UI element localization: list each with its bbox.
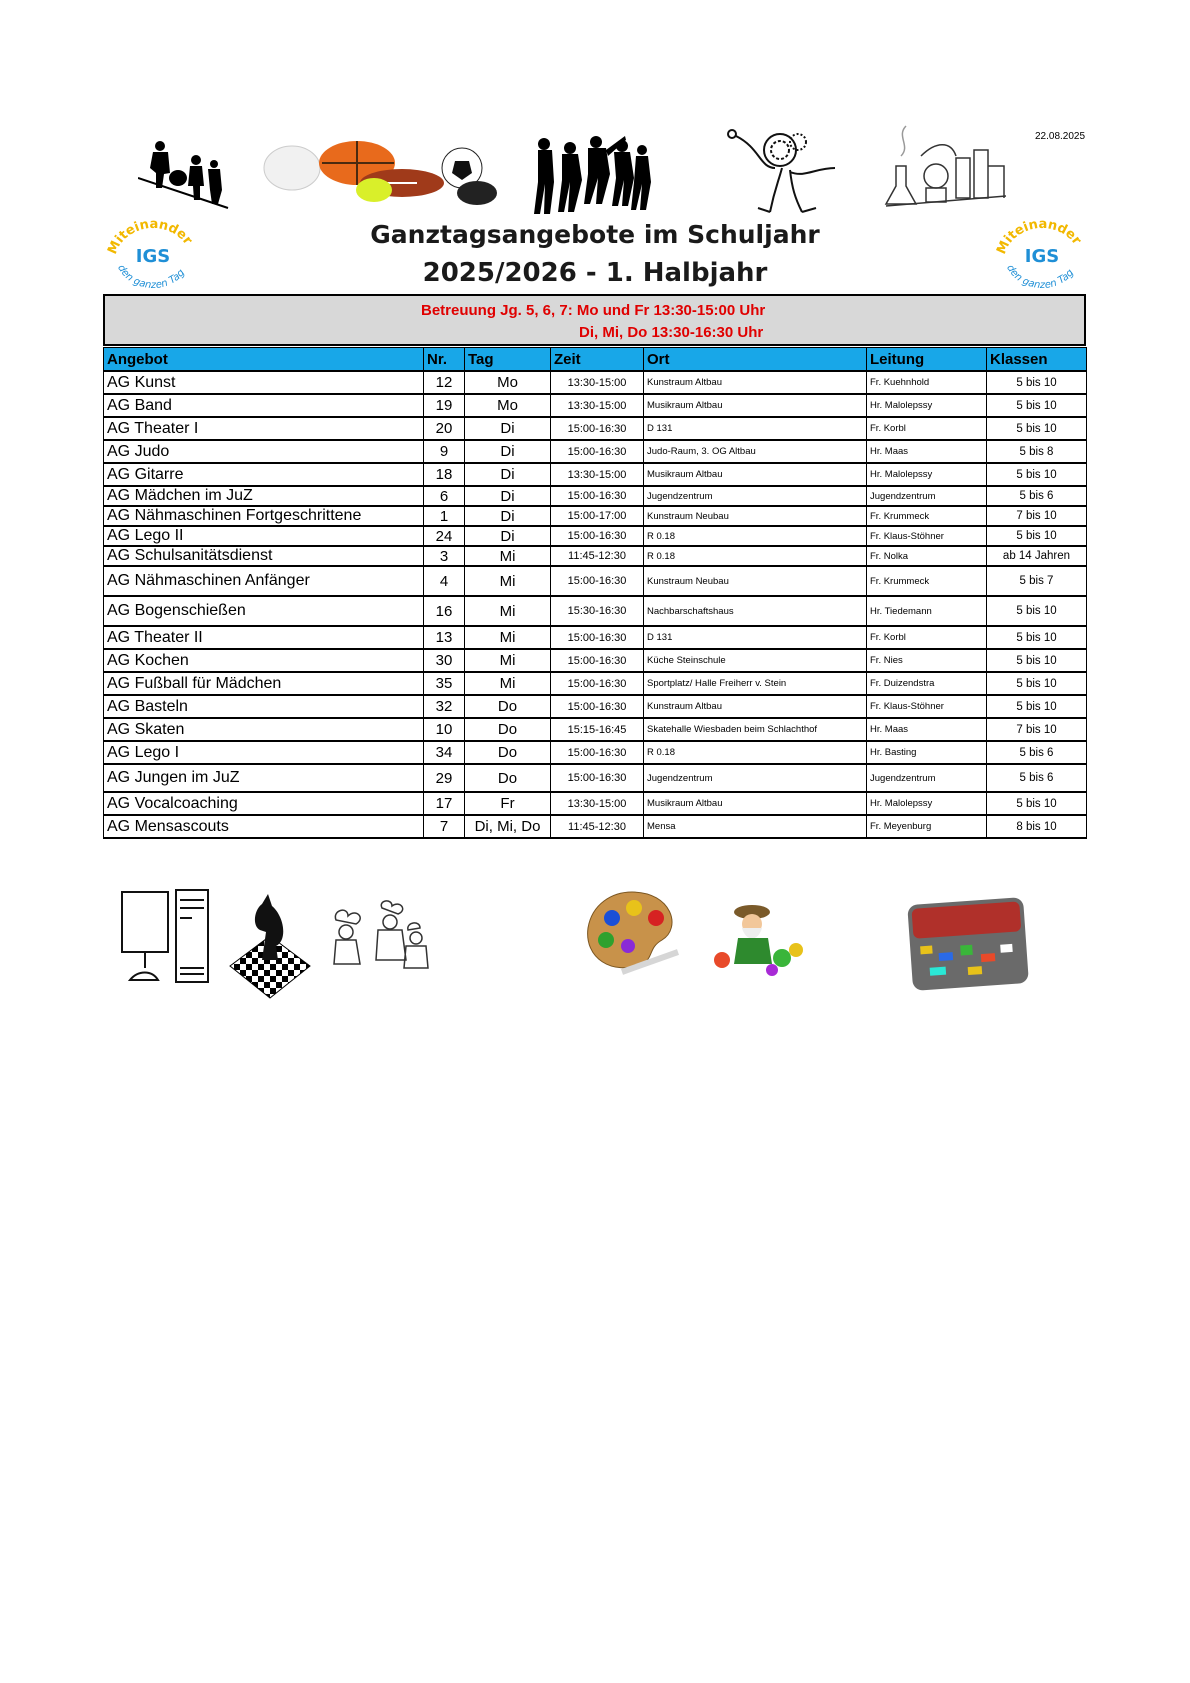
cell-klassen: 5 bis 10 [987,394,1087,417]
table-row [104,546,1087,566]
page-title-line2: 2025/2026 - 1. Halbjahr [422,258,768,288]
cell-zeit: 15:00-16:30 [551,649,644,672]
cell-ort: Jugendzentrum [644,764,867,792]
col-angebot: Angebot [104,348,424,372]
cell-ort: Kunstraum Neubau [644,566,867,596]
logo-text-bottom: den ganzen Tag [1004,263,1077,292]
cell-angebot: AG Bogenschießen [104,596,424,626]
cell-tag: Mi [465,672,551,695]
cell-ort: D 131 [644,417,867,440]
cell-klassen: 5 bis 10 [987,792,1087,815]
cell-nr: 10 [424,718,465,741]
cell-klassen: 5 bis 6 [987,764,1087,792]
cell-zeit: 13:30-15:00 [551,394,644,417]
cell-leitung: Fr. Duizendstra [867,672,987,695]
cell-ort: Kunstraum Altbau [644,695,867,718]
cell-nr: 16 [424,596,465,626]
cell-leitung: Fr. Nies [867,649,987,672]
band-silhouette-icon [138,138,233,210]
cell-ort: Skatehalle Wiesbaden beim Schlachthof [644,718,867,741]
col-nr: Nr. [424,348,465,372]
cell-nr: 17 [424,792,465,815]
sports-balls-icon [262,138,504,210]
cell-angebot: AG Nähmaschinen Fortgeschrittene [104,506,424,526]
cell-zeit: 15:00-16:30 [551,526,644,546]
cell-nr: 13 [424,626,465,649]
table-header-row [104,348,1087,372]
cell-nr: 18 [424,463,465,486]
cell-nr: 9 [424,440,465,463]
computer-icon [118,888,214,986]
cell-tag: Do [465,718,551,741]
table-row [104,566,1087,596]
logo-text-bottom: den ganzen Tag [115,263,188,292]
cell-zeit: 13:30-15:00 [551,792,644,815]
cell-zeit: 13:30-15:00 [551,371,644,394]
cell-angebot: AG Band [104,394,424,417]
lego-photo-icon [904,893,1032,1005]
cell-zeit: 15:00-16:30 [551,626,644,649]
cell-angebot: AG Gitarre [104,463,424,486]
cell-angebot: AG Schulsanitätsdienst [104,546,424,566]
cell-zeit: 15:00-16:30 [551,566,644,596]
cell-klassen: 5 bis 10 [987,626,1087,649]
cell-tag: Do [465,741,551,764]
cooks-icon [326,900,430,972]
cell-ort: R 0.18 [644,741,867,764]
cell-tag: Mo [465,394,551,417]
cell-nr: 24 [424,526,465,546]
cell-angebot: AG Vocalcoaching [104,792,424,815]
col-klassen: Klassen [987,348,1087,372]
cell-zeit: 15:00-16:30 [551,695,644,718]
care-line2: Di, Mi, Do 13:30-16:30 Uhr [579,324,764,341]
cell-ort: Sportplatz/ Halle Freiherr v. Stein [644,672,867,695]
cell-angebot: AG Theater I [104,417,424,440]
table-row [104,394,1087,417]
cell-ort: R 0.18 [644,526,867,546]
cell-ort: Kunstraum Altbau [644,371,867,394]
cell-angebot: AG Theater II [104,626,424,649]
col-leitung: Leitung [867,348,987,372]
cell-klassen: 7 bis 10 [987,506,1087,526]
table-row [104,764,1087,792]
logo-text-mid: IGS [135,246,171,267]
logo-text-mid: IGS [1024,246,1060,267]
cell-tag: Fr [465,792,551,815]
cell-angebot: AG Jungen im JuZ [104,764,424,792]
care-info-box [103,294,1086,346]
cell-leitung: Hr. Maas [867,718,987,741]
cell-ort: Küche Steinschule [644,649,867,672]
col-zeit: Zeit [551,348,644,372]
cell-tag: Mi [465,626,551,649]
cell-zeit: 15:00-16:30 [551,440,644,463]
cell-tag: Mi [465,649,551,672]
cell-klassen: 5 bis 10 [987,463,1087,486]
table-row [104,526,1087,546]
cell-leitung: Fr. Klaus-Stöhner [867,526,987,546]
gardener-icon [712,898,810,978]
cell-klassen: 5 bis 6 [987,741,1087,764]
cell-tag: Do [465,764,551,792]
cell-zeit: 15:00-16:30 [551,486,644,506]
svg-text:den ganzen Tag [115,263,187,291]
cell-klassen: 5 bis 10 [987,596,1087,626]
table-row [104,506,1087,526]
cell-ort: Kunstraum Neubau [644,506,867,526]
igs-logo-right [992,214,1092,296]
cell-angebot: AG Lego II [104,526,424,546]
chemistry-lab-icon [876,116,1011,214]
cell-klassen: 5 bis 10 [987,526,1087,546]
cell-leitung: Hr. Malolepssy [867,463,987,486]
cell-ort: Mensa [644,815,867,838]
cell-leitung: Fr. Klaus-Stöhner [867,695,987,718]
cell-klassen: 5 bis 7 [987,566,1087,596]
cell-zeit: 11:45-12:30 [551,815,644,838]
document-date: 22.08.2025 [1035,131,1086,142]
cell-angebot: AG Basteln [104,695,424,718]
offers-table [103,347,1087,839]
cell-leitung: Fr. Krummeck [867,566,987,596]
cell-klassen: 5 bis 10 [987,695,1087,718]
care-line1: Betreuung Jg. 5, 6, 7: Mo und Fr 13:30-15:00 Uhr [421,302,766,319]
cell-klassen: 5 bis 10 [987,417,1087,440]
dancers-silhouette-icon [530,132,655,218]
cell-klassen: 7 bis 10 [987,718,1087,741]
cell-zeit: 15:00-16:30 [551,764,644,792]
cell-tag: Mo [465,371,551,394]
cell-ort: D 131 [644,626,867,649]
cell-nr: 4 [424,566,465,596]
cell-zeit: 15:00-16:30 [551,741,644,764]
col-ort: Ort [644,348,867,372]
cell-tag: Mi [465,546,551,566]
table-row [104,672,1087,695]
cell-leitung: Fr. Kuehnhold [867,371,987,394]
cell-klassen: 5 bis 8 [987,440,1087,463]
cell-angebot: AG Kochen [104,649,424,672]
table-row [104,596,1087,626]
cell-nr: 7 [424,815,465,838]
cell-leitung: Hr. Tiedemann [867,596,987,626]
table-row [104,718,1087,741]
cell-nr: 32 [424,695,465,718]
cell-angebot: AG Mädchen im JuZ [104,486,424,506]
cell-tag: Mi [465,596,551,626]
cell-tag: Do [465,695,551,718]
cell-leitung: Fr. Korbl [867,417,987,440]
cell-ort: R 0.18 [644,546,867,566]
svg-text:den ganzen Tag [1004,263,1076,291]
cell-zeit: 15:00-16:30 [551,672,644,695]
cell-ort: Musikraum Altbau [644,463,867,486]
cell-leitung: Fr. Korbl [867,626,987,649]
cell-zeit: 11:45-12:30 [551,546,644,566]
cell-klassen: 5 bis 10 [987,649,1087,672]
cell-ort: Musikraum Altbau [644,394,867,417]
cell-leitung: Fr. Nolka [867,546,987,566]
table-row [104,626,1087,649]
cell-tag: Di, Mi, Do [465,815,551,838]
cell-leitung: Jugendzentrum [867,764,987,792]
cell-tag: Di [465,417,551,440]
table-row [104,463,1087,486]
cell-angebot: AG Skaten [104,718,424,741]
cell-nr: 35 [424,672,465,695]
cell-nr: 29 [424,764,465,792]
cell-zeit: 15:15-16:45 [551,718,644,741]
cell-tag: Di [465,440,551,463]
cell-nr: 3 [424,546,465,566]
table-row [104,486,1087,506]
cell-nr: 6 [424,486,465,506]
cell-leitung: Jugendzentrum [867,486,987,506]
cell-tag: Mi [465,566,551,596]
cell-tag: Di [465,526,551,546]
cell-angebot: AG Lego I [104,741,424,764]
cell-ort: Judo-Raum, 3. OG Altbau [644,440,867,463]
cell-leitung: Hr. Malolepssy [867,394,987,417]
cell-nr: 19 [424,394,465,417]
cell-nr: 12 [424,371,465,394]
cell-leitung: Hr. Malolepssy [867,792,987,815]
cell-angebot: AG Judo [104,440,424,463]
cell-klassen: ab 14 Jahren [987,546,1087,566]
cell-angebot: AG Nähmaschinen Anfänger [104,566,424,596]
logo-text-top: Miteinander [105,216,196,257]
cell-klassen: 5 bis 10 [987,371,1087,394]
cell-nr: 1 [424,506,465,526]
cell-leitung: Fr. Krummeck [867,506,987,526]
paint-palette-icon [582,888,682,976]
cell-angebot: AG Fußball für Mädchen [104,672,424,695]
cell-klassen: 8 bis 10 [987,815,1087,838]
cell-ort: Jugendzentrum [644,486,867,506]
table-row [104,417,1087,440]
cell-klassen: 5 bis 10 [987,672,1087,695]
cell-angebot: AG Mensascouts [104,815,424,838]
cell-zeit: 15:00-17:00 [551,506,644,526]
cell-tag: Di [465,463,551,486]
table-row [104,792,1087,815]
thinking-figure-icon [720,128,842,214]
cell-tag: Di [465,486,551,506]
page-title-line1: Ganztagsangebote im Schuljahr [370,220,820,249]
table-row [104,371,1087,394]
cell-ort: Nachbarschaftshaus [644,596,867,626]
cell-klassen: 5 bis 6 [987,486,1087,506]
table-row [104,741,1087,764]
cell-nr: 30 [424,649,465,672]
col-tag: Tag [465,348,551,372]
table-row [104,649,1087,672]
igs-logo-left [103,214,203,296]
cell-tag: Di [465,506,551,526]
cell-zeit: 15:00-16:30 [551,417,644,440]
table-row [104,440,1087,463]
cell-leitung: Fr. Meyenburg [867,815,987,838]
cell-leitung: Hr. Basting [867,741,987,764]
cell-ort: Musikraum Altbau [644,792,867,815]
logo-text-top: Miteinander [994,216,1085,257]
table-row [104,695,1087,718]
cell-zeit: 15:30-16:30 [551,596,644,626]
table-row [104,815,1087,838]
chess-icon [228,886,312,1000]
cell-nr: 34 [424,741,465,764]
cell-nr: 20 [424,417,465,440]
cell-zeit: 13:30-15:00 [551,463,644,486]
cell-leitung: Hr. Maas [867,440,987,463]
cell-angebot: AG Kunst [104,371,424,394]
